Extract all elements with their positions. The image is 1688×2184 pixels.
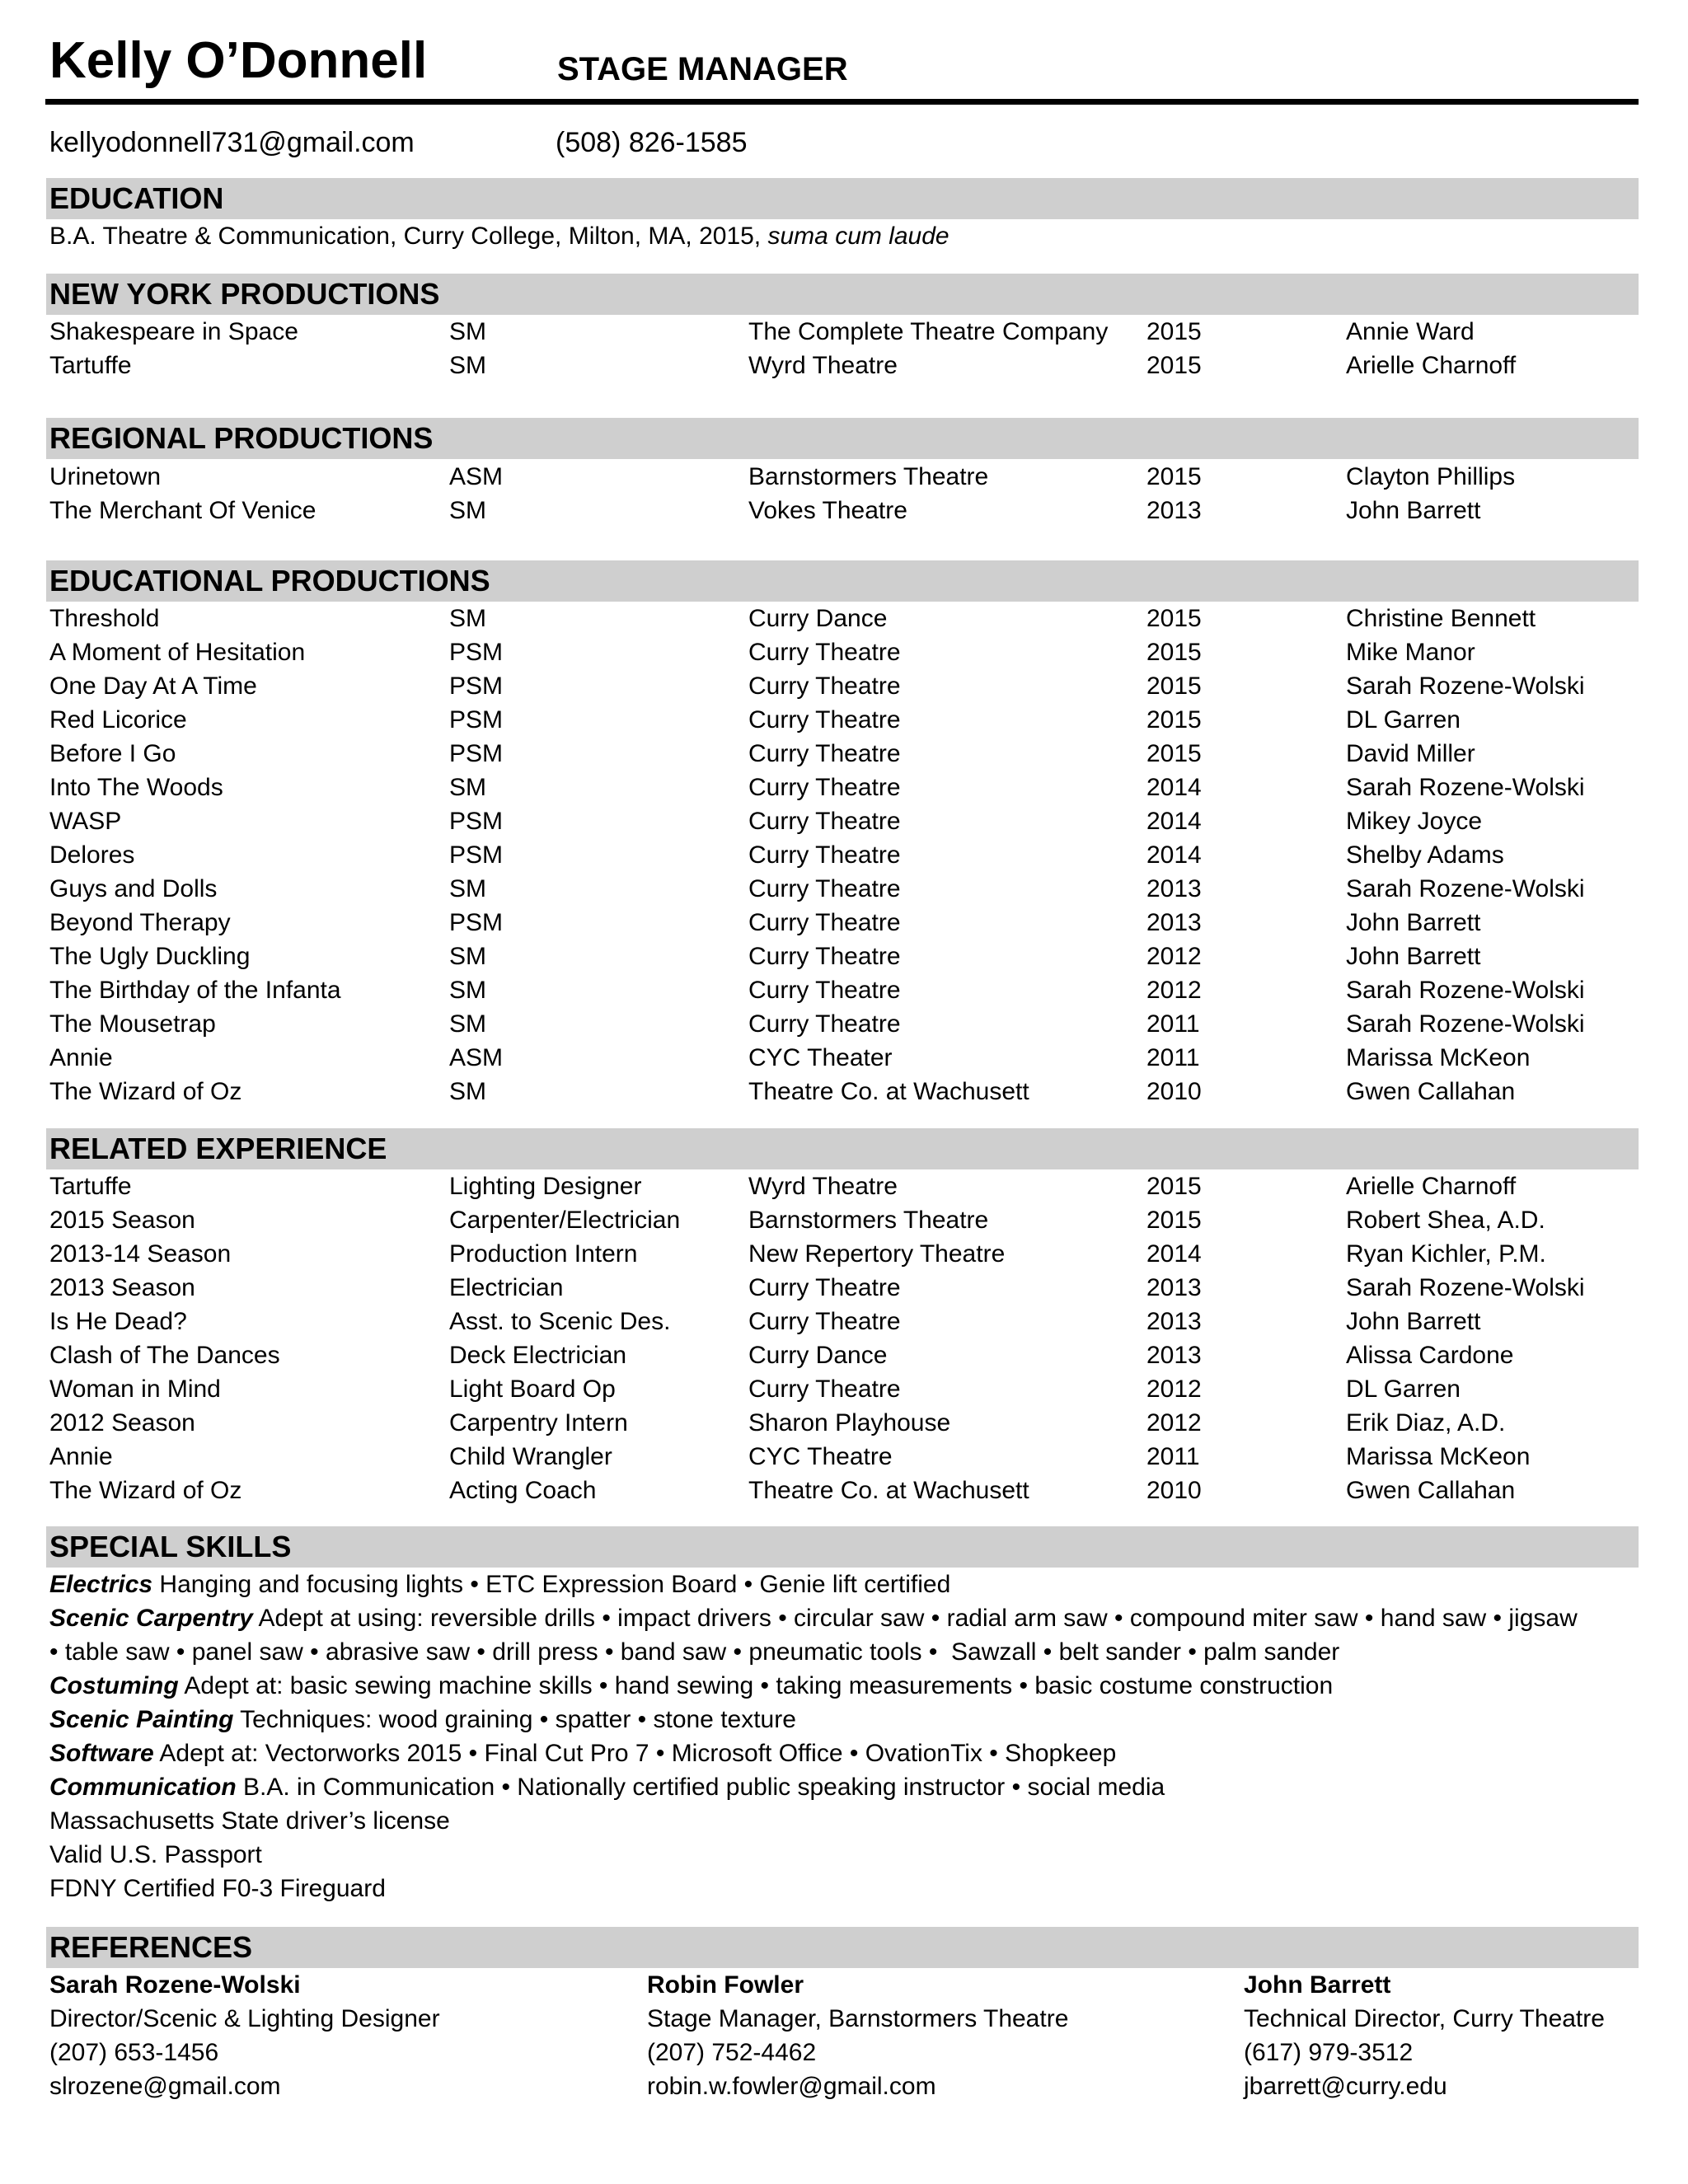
candidate-name: Kelly O’Donnell	[49, 32, 428, 89]
production-row	[0, 1075, 1688, 1108]
production-title: Before I Go	[49, 740, 176, 767]
skill-line	[49, 1736, 1116, 1770]
production-year: 2015	[1146, 352, 1202, 379]
production-position: PSM	[449, 909, 504, 936]
section-header-related	[46, 1128, 1639, 1169]
production-position: ASM	[449, 463, 504, 490]
production-row	[0, 460, 1688, 494]
production-year: 2012	[1146, 943, 1202, 970]
reference-phone: (207) 653-1456	[49, 2039, 219, 2066]
production-title: Shakespeare in Space	[49, 318, 298, 345]
production-position: SM	[449, 774, 486, 801]
production-company: Wyrd Theatre	[748, 352, 898, 379]
education-degree	[49, 219, 950, 253]
header-rule	[45, 99, 1639, 105]
production-year: 2015	[1146, 1173, 1202, 1200]
contact-phone: (508) 826-1585	[556, 127, 748, 158]
production-title: 2012 Season	[49, 1409, 195, 1436]
production-position: Asst. to Scenic Des.	[449, 1308, 671, 1335]
production-position: SM	[449, 977, 486, 1004]
production-director: Erik Diaz, A.D.	[1346, 1409, 1506, 1436]
production-director: Sarah Rozene-Wolski	[1346, 774, 1585, 801]
production-year: 2012	[1146, 1376, 1202, 1403]
production-position: SM	[449, 605, 486, 632]
production-position: PSM	[449, 808, 504, 835]
skill-text: B.A. in Communication • Nationally certified public speaking instructor • social media	[236, 1774, 1165, 1801]
production-company: The Complete Theatre Company	[748, 318, 1109, 345]
production-director: Christine Bennett	[1346, 605, 1536, 632]
production-director: Alissa Cardone	[1346, 1342, 1514, 1369]
reference-name: Sarah Rozene-Wolski	[49, 1971, 301, 1999]
production-company: Curry Theatre	[748, 1308, 901, 1335]
reference-card	[647, 1968, 1068, 2103]
production-director: John Barrett	[1346, 909, 1481, 936]
section-title: SPECIAL SKILLS	[49, 1530, 292, 1563]
production-title: Is He Dead?	[49, 1308, 187, 1335]
production-year: 2013	[1146, 1342, 1202, 1369]
production-company: Curry Theatre	[748, 1010, 901, 1038]
production-position: Child Wrangler	[449, 1443, 612, 1470]
production-director: Marissa McKeon	[1346, 1044, 1531, 1071]
production-position: PSM	[449, 740, 504, 767]
production-company: Wyrd Theatre	[748, 1173, 898, 1200]
production-row	[0, 1440, 1688, 1474]
skill-line	[49, 1669, 1333, 1703]
production-row	[0, 1237, 1688, 1271]
reference-email: slrozene@gmail.com	[49, 2073, 281, 2100]
production-year: 2014	[1146, 1240, 1202, 1268]
reference-role: Technical Director, Curry Theatre	[1244, 2005, 1605, 2032]
production-year: 2011	[1146, 1010, 1200, 1038]
production-title: 2013 Season	[49, 1274, 195, 1301]
production-year: 2014	[1146, 774, 1202, 801]
skill-line	[49, 1568, 950, 1601]
degree-honor: suma cum laude	[767, 223, 950, 250]
production-year: 2013	[1146, 1274, 1202, 1301]
production-year: 2015	[1146, 1207, 1202, 1234]
production-position: SM	[449, 497, 486, 524]
production-position: Light Board Op	[449, 1376, 616, 1403]
skill-line	[49, 1635, 1339, 1669]
production-company: Curry Theatre	[748, 909, 901, 936]
production-company: Curry Theatre	[748, 808, 901, 835]
skill-category: Costuming	[49, 1672, 179, 1699]
section-title: REGIONAL PRODUCTIONS	[49, 421, 434, 455]
production-title: Annie	[49, 1044, 113, 1071]
production-year: 2013	[1146, 1308, 1202, 1335]
production-position: SM	[449, 1078, 486, 1105]
skill-text: Valid U.S. Passport	[49, 1841, 262, 1868]
section-header-new-york	[46, 274, 1639, 315]
production-title: Delores	[49, 841, 135, 869]
production-row	[0, 1007, 1688, 1041]
production-row	[0, 1169, 1688, 1203]
production-row	[0, 804, 1688, 838]
production-year: 2012	[1146, 1409, 1202, 1436]
production-company: Theatre Co. at Wachusett	[748, 1078, 1029, 1105]
production-year: 2015	[1146, 605, 1202, 632]
reference-email: robin.w.fowler@gmail.com	[647, 2073, 936, 2100]
skill-line	[49, 1770, 1165, 1804]
production-company: Curry Theatre	[748, 841, 901, 869]
production-company: New Repertory Theatre	[748, 1240, 1006, 1268]
production-position: PSM	[449, 706, 504, 733]
section-header-education	[46, 178, 1639, 219]
contact-email: kellyodonnell731@gmail.com	[49, 127, 415, 158]
production-director: Sarah Rozene-Wolski	[1346, 673, 1585, 700]
production-row	[0, 1271, 1688, 1305]
production-title: Into The Woods	[49, 774, 223, 801]
production-company: Vokes Theatre	[748, 497, 907, 524]
production-director: DL Garren	[1346, 706, 1461, 733]
production-title: Red Licorice	[49, 706, 187, 733]
production-director: Arielle Charnoff	[1346, 352, 1517, 379]
production-row	[0, 1338, 1688, 1372]
production-row	[0, 906, 1688, 940]
production-year: 2015	[1146, 706, 1202, 733]
production-position: PSM	[449, 639, 504, 666]
production-year: 2015	[1146, 463, 1202, 490]
production-company: Barnstormers Theatre	[748, 1207, 989, 1234]
reference-name: John Barrett	[1244, 1971, 1391, 1999]
production-title: Beyond Therapy	[49, 909, 231, 936]
production-company: Theatre Co. at Wachusett	[748, 1477, 1029, 1504]
production-row	[0, 349, 1688, 382]
production-company: CYC Theater	[748, 1044, 893, 1071]
production-director: Sarah Rozene-Wolski	[1346, 1010, 1585, 1038]
production-company: Sharon Playhouse	[748, 1409, 951, 1436]
production-title: Guys and Dolls	[49, 875, 218, 902]
production-row	[0, 602, 1688, 635]
section-title: NEW YORK PRODUCTIONS	[49, 277, 440, 311]
skill-text: Hanging and focusing lights • ETC Expression Board • Genie lift certified	[152, 1571, 951, 1598]
skill-category: Software	[49, 1740, 154, 1767]
skill-text: FDNY Certified F0-3 Fireguard	[49, 1875, 386, 1902]
production-row	[0, 703, 1688, 737]
production-year: 2013	[1146, 497, 1202, 524]
production-title: Tartuffe	[49, 1173, 132, 1200]
production-company: Curry Theatre	[748, 943, 901, 970]
production-director: Gwen Callahan	[1346, 1477, 1516, 1504]
production-year: 2011	[1146, 1044, 1200, 1071]
production-row	[0, 1203, 1688, 1237]
production-position: ASM	[449, 1044, 504, 1071]
production-director: Sarah Rozene-Wolski	[1346, 875, 1585, 902]
job-title: STAGE MANAGER	[557, 51, 848, 87]
production-director: DL Garren	[1346, 1376, 1461, 1403]
production-year: 2014	[1146, 841, 1202, 869]
production-title: Tartuffe	[49, 352, 132, 379]
production-title: Threshold	[49, 605, 160, 632]
section-header-regional	[46, 418, 1639, 459]
reference-role: Director/Scenic & Lighting Designer	[49, 2005, 440, 2032]
section-header-references	[46, 1927, 1639, 1968]
production-row	[0, 1372, 1688, 1406]
production-director: Mike Manor	[1346, 639, 1475, 666]
production-company: Curry Dance	[748, 1342, 888, 1369]
production-director: Ryan Kichler, P.M.	[1346, 1240, 1546, 1268]
production-company: Curry Theatre	[748, 706, 901, 733]
production-row	[0, 1474, 1688, 1507]
production-year: 2012	[1146, 977, 1202, 1004]
production-company: Curry Theatre	[748, 1376, 901, 1403]
skill-category: Scenic Carpentry	[49, 1605, 253, 1632]
production-title: 2015 Season	[49, 1207, 195, 1234]
production-company: Curry Theatre	[748, 774, 901, 801]
skill-text: Adept at: basic sewing machine skills • hand sewing • taking measurements • basic costume construction	[178, 1672, 1334, 1699]
section-header-educational	[46, 560, 1639, 602]
production-year: 2014	[1146, 808, 1202, 835]
production-company: Curry Theatre	[748, 977, 901, 1004]
production-position: Carpenter/Electrician	[449, 1207, 681, 1234]
production-position: SM	[449, 352, 486, 379]
production-title: Woman in Mind	[49, 1376, 221, 1403]
reference-card	[1244, 1968, 1605, 2103]
section-title: EDUCATION	[49, 181, 224, 215]
production-year: 2013	[1146, 875, 1202, 902]
production-director: Robert Shea, A.D.	[1346, 1207, 1545, 1234]
production-title: Urinetown	[49, 463, 162, 490]
production-company: Curry Theatre	[748, 1274, 901, 1301]
skill-category: Scenic Painting	[49, 1706, 234, 1733]
production-director: Clayton Phillips	[1346, 463, 1516, 490]
production-position: Lighting Designer	[449, 1173, 642, 1200]
production-year: 2015	[1146, 318, 1202, 345]
production-position: SM	[449, 943, 486, 970]
production-position: PSM	[449, 673, 504, 700]
skill-text: Techniques: wood graining • spatter • stone texture	[233, 1706, 796, 1733]
production-position: Carpentry Intern	[449, 1409, 628, 1436]
production-director: Sarah Rozene-Wolski	[1346, 977, 1585, 1004]
reference-role: Stage Manager, Barnstormers Theatre	[647, 2005, 1069, 2032]
reference-phone: (617) 979-3512	[1244, 2039, 1414, 2066]
production-row	[0, 940, 1688, 973]
production-company: Curry Theatre	[748, 875, 901, 902]
production-row	[0, 494, 1688, 527]
production-year: 2011	[1146, 1443, 1200, 1470]
production-director: Annie Ward	[1346, 318, 1475, 345]
production-year: 2010	[1146, 1477, 1202, 1504]
skill-line	[49, 1601, 1578, 1635]
production-title: One Day At A Time	[49, 673, 257, 700]
production-title: The Merchant Of Venice	[49, 497, 316, 524]
section-header-skills	[46, 1526, 1639, 1568]
production-row	[0, 1305, 1688, 1338]
production-position: Deck Electrician	[449, 1342, 627, 1369]
section-title: REFERENCES	[49, 1930, 253, 1964]
production-company: Curry Theatre	[748, 740, 901, 767]
skill-line	[49, 1804, 450, 1838]
production-position: SM	[449, 875, 486, 902]
production-director: Marissa McKeon	[1346, 1443, 1531, 1470]
production-title: A Moment of Hesitation	[49, 639, 306, 666]
production-year: 2015	[1146, 740, 1202, 767]
production-row	[0, 973, 1688, 1007]
production-row	[0, 838, 1688, 872]
skill-line	[49, 1872, 386, 1905]
skill-category: Communication	[49, 1774, 237, 1801]
production-year: 2015	[1146, 673, 1202, 700]
skill-line	[49, 1703, 796, 1736]
production-title: The Mousetrap	[49, 1010, 216, 1038]
production-position: SM	[449, 318, 486, 345]
production-title: The Birthday of the Infanta	[49, 977, 341, 1004]
reference-card	[49, 1968, 440, 2103]
production-title: The Wizard of Oz	[49, 1078, 242, 1105]
production-row	[0, 669, 1688, 703]
production-row	[0, 1406, 1688, 1440]
production-row	[0, 315, 1688, 349]
production-director: John Barrett	[1346, 943, 1481, 970]
production-director: Shelby Adams	[1346, 841, 1504, 869]
skill-text: • table saw • panel saw • abrasive saw • drill press • band saw • pneumatic tools • Sawzall • belt sander • palm sander	[49, 1638, 1340, 1666]
production-row	[0, 1041, 1688, 1075]
production-title: 2013-14 Season	[49, 1240, 232, 1268]
production-position: PSM	[449, 841, 504, 869]
production-title: The Wizard of Oz	[49, 1477, 242, 1504]
production-row	[0, 771, 1688, 804]
skill-line	[49, 1838, 262, 1872]
degree-text: B.A. Theatre & Communication, Curry College, Milton, MA, 2015,	[49, 223, 762, 250]
production-title: Annie	[49, 1443, 113, 1470]
reference-name: Robin Fowler	[647, 1971, 804, 1999]
production-title: WASP	[49, 808, 122, 835]
production-company: Curry Theatre	[748, 673, 901, 700]
skill-text: Adept at using: reversible drills • impact drivers • circular saw • radial arm saw • compound miter saw • hand saw • jigsaw	[252, 1605, 1578, 1632]
reference-phone: (207) 752-4462	[647, 2039, 817, 2066]
production-year: 2013	[1146, 909, 1202, 936]
production-director: Gwen Callahan	[1346, 1078, 1516, 1105]
skill-text: Massachusetts State driver’s license	[49, 1807, 450, 1835]
production-company: Curry Theatre	[748, 639, 901, 666]
production-year: 2015	[1146, 639, 1202, 666]
production-position: Electrician	[449, 1274, 564, 1301]
production-position: Production Intern	[449, 1240, 638, 1268]
production-year: 2010	[1146, 1078, 1202, 1105]
production-position: Acting Coach	[449, 1477, 597, 1504]
section-title: EDUCATIONAL PRODUCTIONS	[49, 564, 490, 598]
production-company: CYC Theatre	[748, 1443, 893, 1470]
production-title: The Ugly Duckling	[49, 943, 251, 970]
reference-email: jbarrett@curry.edu	[1244, 2073, 1447, 2100]
production-director: Mikey Joyce	[1346, 808, 1483, 835]
production-director: David Miller	[1346, 740, 1475, 767]
production-director: John Barrett	[1346, 497, 1481, 524]
production-row	[0, 872, 1688, 906]
production-row	[0, 737, 1688, 771]
production-director: Sarah Rozene-Wolski	[1346, 1274, 1585, 1301]
production-row	[0, 635, 1688, 669]
production-position: SM	[449, 1010, 486, 1038]
production-director: John Barrett	[1346, 1308, 1481, 1335]
production-company: Barnstormers Theatre	[748, 463, 989, 490]
section-title: RELATED EXPERIENCE	[49, 1132, 387, 1165]
production-company: Curry Dance	[748, 605, 888, 632]
skill-category: Electrics	[49, 1571, 153, 1598]
skill-text: Adept at: Vectorworks 2015 • Final Cut Pro 7 • Microsoft Office • OvationTix • Shopkeep	[153, 1740, 1117, 1767]
production-title: Clash of The Dances	[49, 1342, 280, 1369]
production-director: Arielle Charnoff	[1346, 1173, 1517, 1200]
